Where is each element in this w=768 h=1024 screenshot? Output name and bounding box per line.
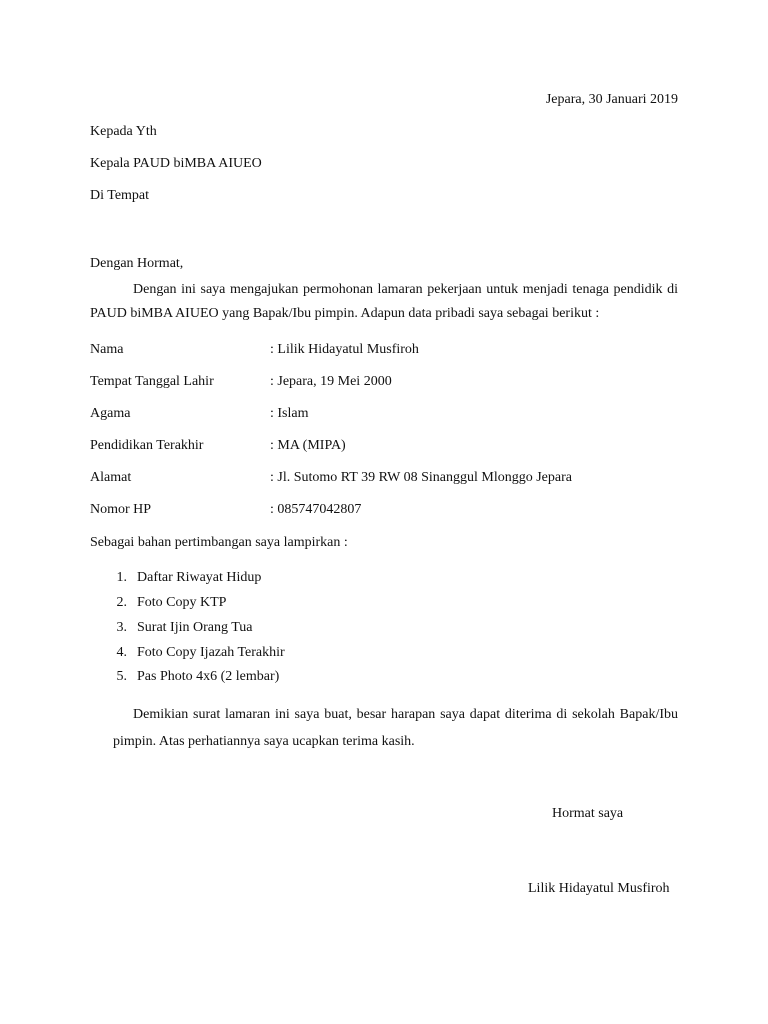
field-value-pendidikan: : MA (MIPA) xyxy=(270,438,346,453)
list-item-number: 1. xyxy=(116,570,127,585)
field-label-agama: Agama xyxy=(90,406,131,421)
list-item-number: 2. xyxy=(116,595,127,610)
field-label-nama: Nama xyxy=(90,342,124,357)
field-value-nama: : Lilik Hidayatul Musfiroh xyxy=(270,342,419,357)
field-value-alamat: : Jl. Sutomo RT 39 RW 08 Sinanggul Mlonggo Jepara xyxy=(270,470,572,485)
signer-name: Lilik Hidayatul Musfiroh xyxy=(528,881,670,896)
field-value-ttl: : Jepara, 19 Mei 2000 xyxy=(270,374,392,389)
list-item: Daftar Riwayat Hidup xyxy=(137,570,262,585)
list-item: Foto Copy Ijazah Terakhir xyxy=(137,645,285,660)
list-item-number: 4. xyxy=(116,645,127,660)
intro-paragraph-line-2: PAUD biMBA AIUEO yang Bapak/Ibu pimpin. Adapun data pribadi saya sebagai berikut : xyxy=(90,306,600,321)
list-item: Foto Copy KTP xyxy=(137,595,227,610)
field-label-nomor-hp: Nomor HP xyxy=(90,502,152,517)
recipient-greeting: Kepada Yth xyxy=(90,124,157,139)
field-label-alamat: Alamat xyxy=(90,470,132,485)
field-value-agama: : Islam xyxy=(270,406,309,421)
intro-paragraph-line-1: Dengan ini saya mengajukan permohonan lamaran pekerjaan untuk menjadi tenaga pendidik di xyxy=(133,282,678,297)
list-item-number: 5. xyxy=(116,669,127,684)
closing-paragraph-line-1: Demikian surat lamaran ini saya buat, besar harapan saya dapat diterima di sekolah Bapak/Ibu xyxy=(133,707,678,722)
letter-date: Jepara, 30 Januari 2019 xyxy=(545,92,678,107)
closing-paragraph-line-2: pimpin. Atas perhatiannya saya ucapkan terima kasih. xyxy=(113,734,415,749)
list-item-number: 3. xyxy=(116,620,127,635)
recipient-location: Di Tempat xyxy=(90,188,150,203)
list-item: Pas Photo 4x6 (2 lembar) xyxy=(137,669,280,684)
recipient-addressee: Kepala PAUD biMBA AIUEO xyxy=(90,156,262,171)
field-value-nomor-hp: : 085747042807 xyxy=(270,502,362,517)
closing-regards: Hormat saya xyxy=(552,806,624,821)
attachments-intro: Sebagai bahan pertimbangan saya lampirkan : xyxy=(90,535,348,550)
list-item: Surat Ijin Orang Tua xyxy=(137,620,253,635)
salutation: Dengan Hormat, xyxy=(90,256,184,271)
field-label-ttl: Tempat Tanggal Lahir xyxy=(90,374,214,389)
field-label-pendidikan: Pendidikan Terakhir xyxy=(90,438,204,453)
